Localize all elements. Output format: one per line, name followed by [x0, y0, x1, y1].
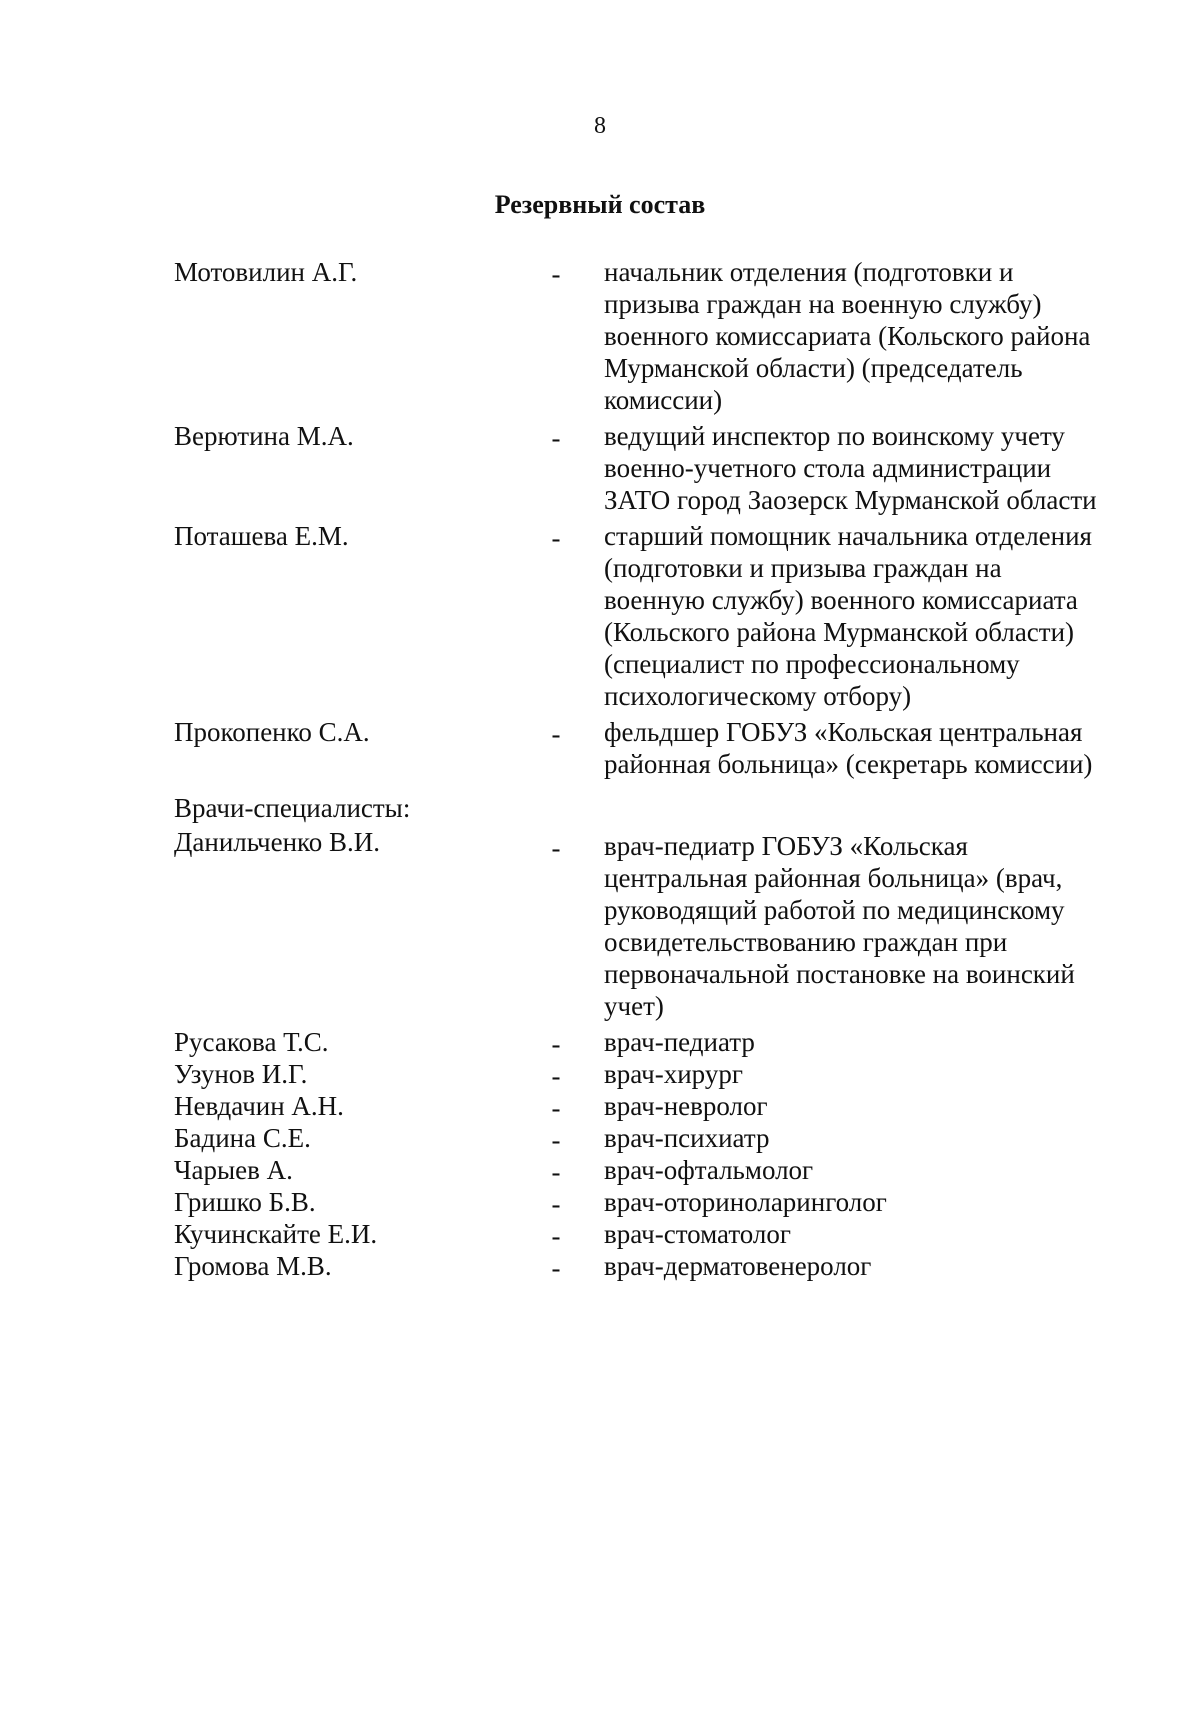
- doctor-name: Русакова Т.С.: [174, 1027, 329, 1057]
- doctor-row: [174, 1058, 1124, 1090]
- member-row: [174, 520, 1124, 712]
- doctor-role: врач-педиатр ГОБУЗ «Кольская центральная районная больница» (врач, руководящий работой по медицинскому освидетельствованию граждан при первоначальной постановке на воинский учет): [604, 831, 1075, 1021]
- doctor-row: [174, 826, 1124, 1022]
- member-name: Прокопенко С.А.: [174, 717, 370, 747]
- doctor-name: Невдачин А.Н.: [174, 1091, 344, 1121]
- doctor-role: врач-невролог: [604, 1091, 768, 1121]
- doctor-row: [174, 1250, 1124, 1282]
- doctor-name: Громова М.В.: [174, 1251, 332, 1281]
- doctor-name: Чарыев А.: [174, 1155, 293, 1185]
- doctor-row: [174, 1122, 1124, 1154]
- roster: [174, 256, 1124, 1282]
- doctor-role: врач-оториноларинголог: [604, 1187, 887, 1217]
- dash-separator: -: [551, 1093, 561, 1123]
- member-name: Мотовилин А.Г.: [174, 257, 358, 287]
- doctor-role: врач-дерматовенеролог: [604, 1251, 872, 1281]
- doctor-role: врач-психиатр: [604, 1123, 770, 1153]
- dash-separator: -: [551, 1221, 561, 1251]
- doctor-name: Кучинскайте Е.И.: [174, 1219, 378, 1249]
- member-role: фельдшер ГОБУЗ «Кольская центральная районная больница» (секретарь комиссии): [604, 717, 1093, 779]
- doctor-role: врач-стоматолог: [604, 1219, 791, 1249]
- doctors-heading: Врачи-специалисты:: [174, 793, 411, 823]
- member-role: ведущий инспектор по воинскому учету военно-учетного стола администрации ЗАТО город Заозерск Мурманской области: [604, 421, 1097, 515]
- doctor-row: [174, 1218, 1124, 1250]
- section-title: Резервный состав: [494, 190, 706, 219]
- doctor-row: [174, 1186, 1124, 1218]
- member-row: [174, 256, 1124, 416]
- dash-separator: -: [551, 719, 561, 749]
- doctor-row: [174, 1154, 1124, 1186]
- dash-separator: -: [551, 1125, 561, 1155]
- doctor-role: врач-педиатр: [604, 1027, 755, 1057]
- member-role: старший помощник начальника отделения (подготовки и призыва граждан на военную службу) военного комиссариата (Кольского района Мурманской области) (специалист по профессиональному психологическому отбору): [604, 521, 1092, 711]
- member-name: Верютина М.А.: [174, 421, 354, 451]
- page-number: 8: [594, 113, 606, 139]
- doctor-name: Бадина С.Е.: [174, 1123, 311, 1153]
- member-row: [174, 420, 1124, 516]
- doctor-name: Данильченко В.И.: [174, 827, 381, 857]
- doctor-name: Гришко Б.В.: [174, 1187, 316, 1217]
- doctor-role: врач-офтальмолог: [604, 1155, 814, 1185]
- doctor-role: врач-хирург: [604, 1059, 743, 1089]
- dash-separator: -: [551, 1157, 561, 1187]
- dash-separator: -: [551, 1189, 561, 1219]
- doctor-row: [174, 1090, 1124, 1122]
- dash-separator: -: [551, 259, 561, 289]
- member-role: начальник отделения (подготовки и призыва граждан на военную службу) военного комиссариата (Кольского района Мурманской области) (председатель комиссии): [604, 257, 1091, 415]
- dash-separator: -: [551, 1253, 561, 1283]
- member-name: Поташева Е.М.: [174, 521, 349, 551]
- dash-separator: -: [551, 423, 561, 453]
- dash-separator: -: [551, 523, 561, 553]
- dash-separator: -: [551, 1029, 561, 1059]
- dash-separator: -: [551, 833, 561, 863]
- doctor-row: [174, 1026, 1124, 1058]
- member-row: [174, 716, 1124, 780]
- doctor-name: Узунов И.Г.: [174, 1059, 308, 1089]
- dash-separator: -: [551, 1061, 561, 1091]
